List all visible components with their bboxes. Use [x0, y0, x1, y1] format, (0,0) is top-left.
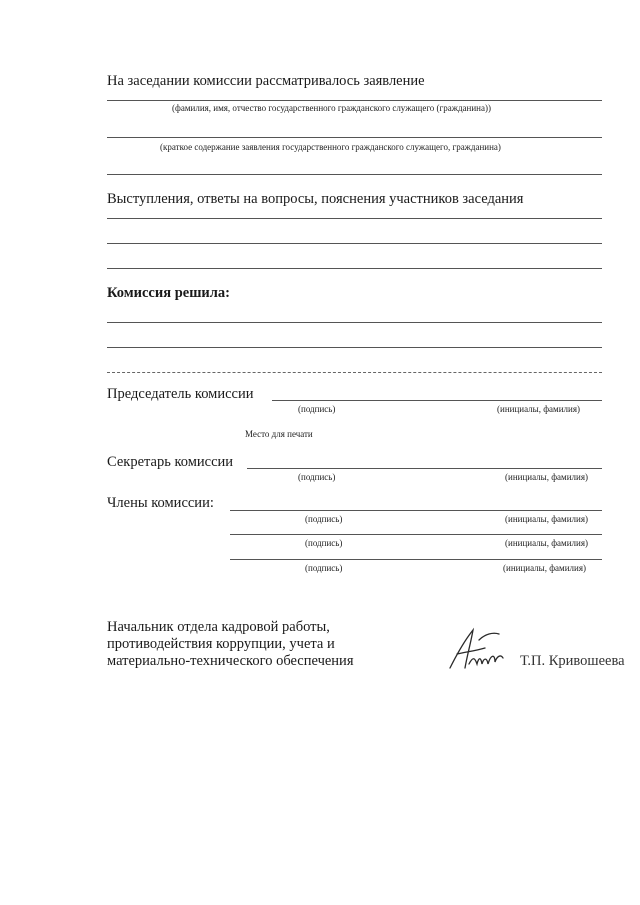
- member-3-signature-line: [230, 559, 602, 560]
- member-2-signature-line: [230, 534, 602, 535]
- seal-place-label: Место для печати: [245, 429, 313, 439]
- position-line-1: Начальник отдела кадровой работы,: [107, 619, 330, 635]
- position-line-2: противодействия коррупции, учета и: [107, 636, 335, 652]
- speeches-line-1: [107, 218, 602, 219]
- member-1-initials-caption: (инициалы, фамилия): [505, 514, 588, 524]
- decision-heading: Комиссия решила:: [107, 285, 231, 301]
- member-1-signature-line: [230, 510, 602, 511]
- speeches-line-2: [107, 243, 602, 244]
- member-2-signature-caption: (подпись): [305, 538, 343, 548]
- decision-line-2: [107, 347, 602, 348]
- chairman-signature-caption: (подпись): [298, 404, 336, 414]
- member-2-initials-caption: (инициалы, фамилия): [505, 538, 588, 548]
- chairman-signature-line: [272, 400, 602, 401]
- member-3-initials-caption: (инициалы, фамилия): [503, 563, 586, 573]
- signer-name: Т.П. Кривошеева: [520, 653, 625, 669]
- speeches-heading: Выступления, ответы на вопросы, пояснения участников заседания: [107, 191, 524, 207]
- handwritten-signature: [445, 624, 507, 674]
- secretary-signature-line: [247, 468, 602, 469]
- member-1-signature-caption: (подпись): [305, 514, 343, 524]
- statement-heading: На заседании комиссии рассматривалось заявление: [107, 73, 425, 89]
- speeches-line-3: [107, 268, 602, 269]
- member-3-signature-caption: (подпись): [305, 563, 343, 573]
- name-caption: (фамилия, имя, отчество государственного гражданского служащего (гражданина)): [172, 103, 491, 113]
- secretary-initials-caption: (инициалы, фамилия): [505, 472, 588, 482]
- summary-caption: (краткое содержание заявления государственного гражданского служащего, гражданина): [160, 142, 501, 152]
- chairman-initials-caption: (инициалы, фамилия): [497, 404, 580, 414]
- chairman-label: Председатель комиссии: [107, 386, 254, 402]
- secretary-label: Секретарь комиссии: [107, 454, 234, 470]
- members-label: Члены комиссии:: [107, 495, 214, 511]
- secretary-signature-caption: (подпись): [298, 472, 336, 482]
- summary-line: [107, 137, 602, 138]
- name-line: [107, 100, 602, 101]
- decision-line-1: [107, 322, 602, 323]
- summary-line-2: [107, 174, 602, 175]
- position-line-3: материально-технического обеспечения: [107, 653, 354, 669]
- decision-line-3: [107, 372, 602, 373]
